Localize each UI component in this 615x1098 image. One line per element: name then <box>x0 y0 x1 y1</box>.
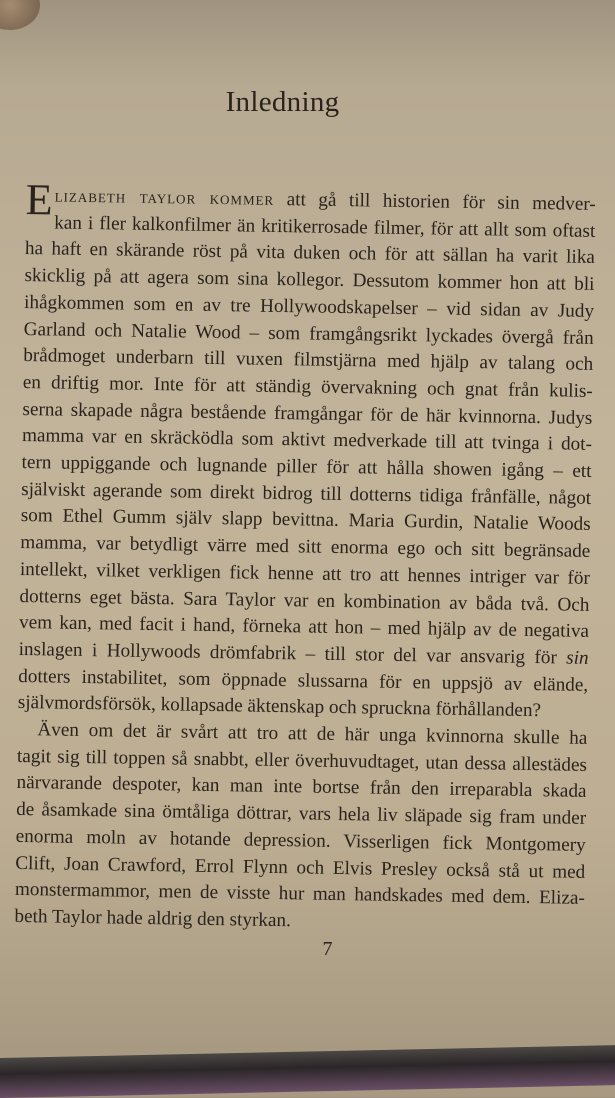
text-line: mamma var en skräcködla som aktivt medverkade till att tvinga i dot- <box>21 425 593 456</box>
body-text <box>14 175 596 940</box>
text-line: kan i fler kalkonfilmer än kritikerrosade filmer, för att allt som oftast <box>54 212 596 242</box>
text-line: Även om det är svårt att tro att de här unga kvinnorna skulle ha <box>37 719 588 749</box>
text-line: serna skapade några bestående framgångar för de här kvinnorna. Judys <box>22 398 593 429</box>
text-line: ihågkommen som en av tre Hollywoodskapelser – vid sidan av Judy <box>23 291 595 322</box>
text-line: tagit sig till toppen så snabbt, eller överhuvudtaget, utan dessa allestädes <box>16 745 588 776</box>
text-line: som Ethel Gumm själv slapp bevittna. Maria Gurdin, Natalie Woods <box>20 505 591 536</box>
text-line: enorma moln av hotande depression. Visserligen fick Montgomery <box>15 825 586 856</box>
text-line: en driftig mor. Inte för att ständig övervakning och gnat från kulis- <box>22 371 593 402</box>
text-line: skicklig på att agera som sina kollegor. Dessutom kommer hon att bli <box>24 265 595 296</box>
text-line: Clift, Joan Crawford, Errol Flynn och Elvis Presley också stå ut med <box>15 852 586 883</box>
text-line: självmordsförsök, kollapsade äktenskap och spruckna förhållanden? <box>17 692 542 722</box>
small-caps-lead: lizabeth taylor kommer <box>54 185 275 210</box>
text-line: beth Taylor hade aldrig den styrkan. <box>14 905 292 932</box>
text-line: vem kan, med facit i hand, förneka att hon – med hjälp av de negativa <box>18 612 590 643</box>
text-line: dotters instabilitet, som öppnade slussarna för en uppsjö av elände, <box>18 665 589 696</box>
text-line: ha haft en skärande röst på vita duken och för att sällan ha varit lika <box>24 238 596 269</box>
text-line: dotterns eget bästa. Sara Taylor var en kombination av båda två. Och <box>19 585 590 616</box>
first-line-text: att gå till historien för sin medver- <box>274 188 596 215</box>
drop-cap: E <box>25 175 54 225</box>
text-line: intellekt, vilket verkligen fick henne att tro att hennes intriger var för <box>19 558 591 589</box>
text-line: brådmoget underbarn till vuxen filmstjärna med hjälp av talang och <box>23 345 594 376</box>
text-line: mamma, var betydligt värre med sitt enorma ego och sitt begränsade <box>20 532 591 563</box>
text-line: inslagen i Hollywoods drömfabrik – till stor del var ansvarig för sin <box>18 638 589 669</box>
text-line: Garland och Natalie Wood – som framgångsrikt lyckades övergå från <box>23 318 594 349</box>
finger-shadow <box>0 0 40 30</box>
emphasis: sin <box>566 647 589 669</box>
book-edge <box>0 1045 615 1098</box>
chapter-title: Inledning <box>225 86 340 118</box>
text-line: närvarande despoter, kan man inte bortse från den irreparabla skada <box>16 772 587 803</box>
text-line: de åsamkade sina ömtåliga döttrar, vars hela liv släpade sig fram under <box>15 799 587 830</box>
text-line: själviskt agerande som direkt bidrog till dotterns tidiga frånfälle, något <box>21 478 592 509</box>
text-line: tern uppiggande och lugnande piller för att hålla showen igång – ett <box>21 451 592 482</box>
text-line: monstermammor, men de visste hur man handskades med dem. Eliza- <box>14 879 585 910</box>
page-number: 7 <box>322 938 333 960</box>
